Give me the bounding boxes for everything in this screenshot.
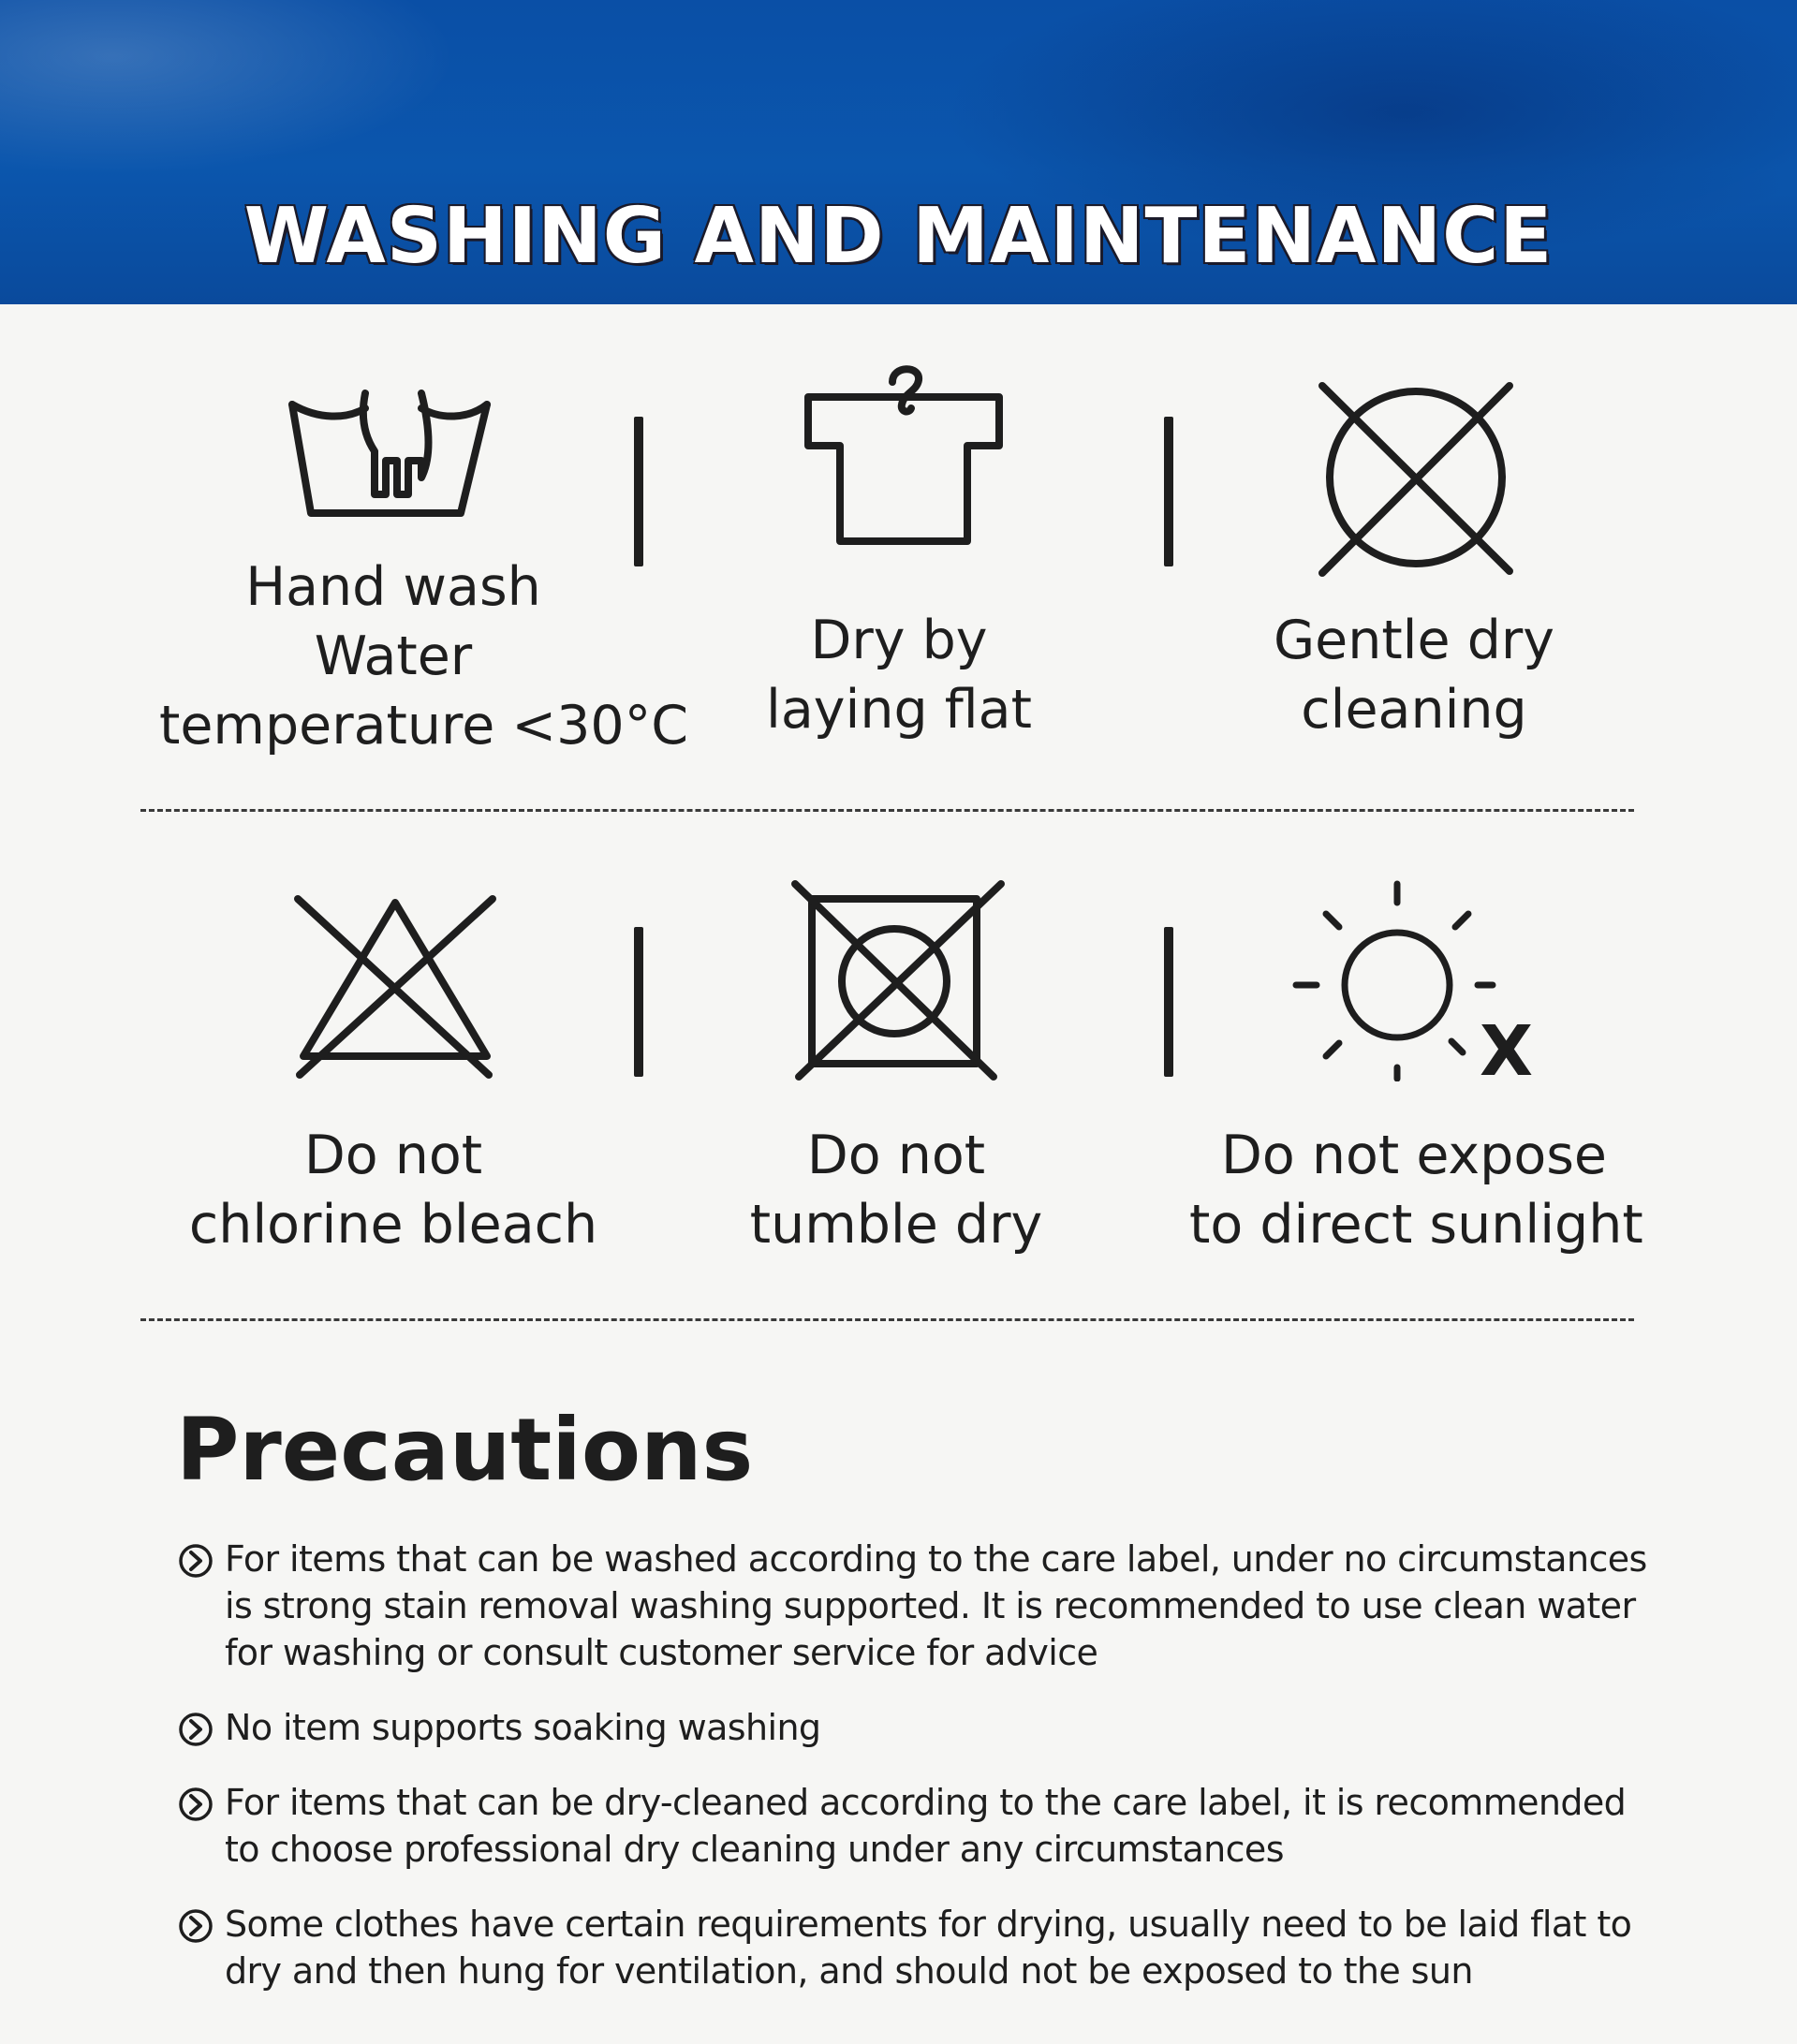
separator — [634, 417, 643, 566]
chevron-right-icon — [178, 1543, 214, 1579]
list-item — [176, 1901, 1656, 1994]
no-tumble-dry-icon — [791, 880, 1007, 1081]
list-item-text: For items that can be washed according to the care label, under no circumstances is strong stain removal washing supported. It is recommended to use clean water for washing or consult customer service for advice — [225, 1538, 1647, 1673]
x-mark: X — [1480, 1011, 1534, 1081]
chevron-right-icon — [178, 1787, 214, 1822]
care-label-dry-flat: Dry by laying flat — [766, 610, 1032, 741]
care-label-no-bleach: Do not chlorine bleach — [188, 1125, 598, 1256]
header-banner — [0, 0, 1797, 304]
gentle-dry-clean-icon — [1311, 375, 1526, 585]
divider — [140, 809, 1634, 812]
separator — [1164, 927, 1173, 1077]
no-direct-sunlight-icon — [1292, 880, 1536, 1081]
care-label-no-tumble-dry: Do not tumble dry — [749, 1125, 1043, 1256]
list-item — [176, 1536, 1656, 1676]
precautions-list — [176, 1536, 1656, 2022]
care-label-gentle-dry-clean: Gentle dry cleaning — [1273, 610, 1555, 741]
list-item-text: Some clothes have certain requirements for drying, usually need to be laid flat to dry and then hung for ventilation, and should not be exposed to the sun — [225, 1904, 1632, 1992]
hand-wash-icon — [281, 375, 506, 534]
care-label-no-sunlight: Do not expose to direct sunlight — [1189, 1125, 1643, 1256]
separator — [634, 927, 643, 1077]
list-item — [176, 1704, 1656, 1751]
dry-flat-icon — [801, 356, 1007, 552]
list-item-text: For items that can be dry-cleaned according to the care label, it is recommended to choose professional dry cleaning under any circumstances — [225, 1782, 1627, 1870]
list-item — [176, 1779, 1656, 1873]
list-item-text: No item supports soaking washing — [225, 1707, 821, 1748]
chevron-right-icon — [178, 1908, 214, 1944]
chevron-right-icon — [178, 1712, 214, 1747]
page-title: WASHING AND MAINTENANCE — [243, 192, 1554, 281]
no-chlorine-bleach-icon — [290, 890, 506, 1081]
divider — [140, 1318, 1634, 1321]
precautions-title: Precautions — [176, 1400, 754, 1500]
separator — [1164, 417, 1173, 566]
care-label-hand-wash: Hand wash Water temperature <30°C — [159, 556, 688, 757]
